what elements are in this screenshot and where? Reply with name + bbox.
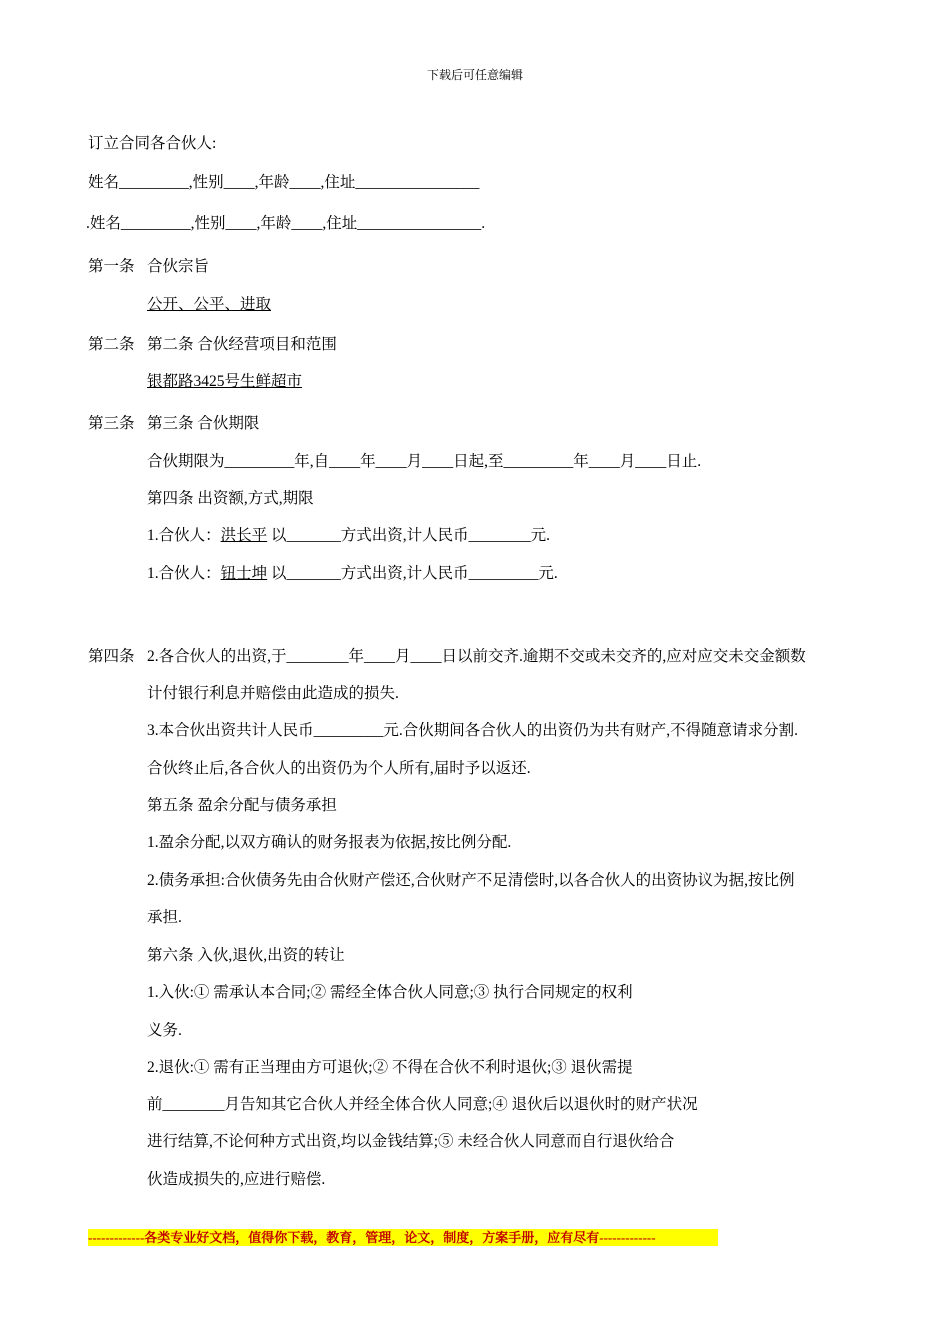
contribution-1-prefix: 1.合伙人： [147, 527, 221, 544]
contribution-2-name: 钮士坤 [220, 565, 268, 582]
article-5-line-1: 1.盈余分配,以双方确认的财务报表为依据,按比例分配. [147, 834, 512, 851]
article-6-title: 第六条 入伙,退伙,出资的转让 [147, 947, 345, 964]
article-4b-line-1: 2.各合伙人的出资,于________年____月____日以前交齐.逾期不交或未交齐的,应对应交未交金额数 [147, 648, 806, 665]
contribution-2-suffix: 以_______方式出资,计人民币_________元. [267, 565, 558, 582]
article-3-number: 第三条 [88, 415, 135, 432]
article-6-line-3: 2.退伙:① 需有正当理由方可退伙;② 不得在合伙不利时退伙;③ 退伙需提 [147, 1059, 633, 1076]
article-1-content: 公开、公平、进取 [147, 296, 272, 313]
contribution-2-prefix: 1.合伙人： [147, 565, 221, 582]
article-5-line-3: 承担. [147, 909, 182, 926]
article-5-title: 第五条 盈余分配与债务承担 [147, 797, 337, 814]
article-6-line-6: 伙造成损失的,应进行赔偿. [147, 1171, 326, 1188]
article-2-title: 第二条 合伙经营项目和范围 [147, 336, 337, 353]
article-4b-line-4: 合伙终止后,各合伙人的出资仍为个人所有,届时予以返还. [147, 760, 531, 777]
page-header: 下载后可任意编辑 [426, 68, 523, 82]
article-3-title: 第三条 合伙期限 [147, 415, 260, 432]
contribution-2 [147, 564, 558, 584]
article-4b-number: 第四条 [88, 648, 135, 665]
intro-line: 订立合同各合伙人: [88, 135, 217, 152]
article-6-line-2: 义务. [147, 1022, 182, 1039]
article-1-number: 第一条 [88, 258, 135, 275]
article-4b-line-3: 3.本合伙出资共计人民币_________元.合伙期间各合伙人的出资仍为共有财产,不得随意请求分割. [147, 722, 799, 739]
article-4-title: 第四条 出资额,方式,期限 [147, 490, 314, 507]
party-1-line: 姓名_________,性别____,年龄____,住址________________ [88, 174, 480, 191]
article-6-line-1: 1.入伙:① 需承认本合同;② 需经全体合伙人同意;③ 执行合同规定的权利 [147, 984, 633, 1001]
footer-banner: -------------各类专业好文档，值得你下载，教育，管理，论文，制度，方案手册，应有尽有------------- [88, 1229, 718, 1246]
article-4b-line-2: 计付银行利息并赔偿由此造成的损失. [147, 685, 399, 702]
article-5-line-2: 2.债务承担:合伙债务先由合伙财产偿还,合伙财产不足清偿时,以各合伙人的出资协议为据,按比例 [147, 872, 795, 889]
article-2-number: 第二条 [88, 336, 135, 353]
contribution-1 [147, 526, 550, 546]
article-2-content: 银都路3425号生鲜超市 [147, 373, 303, 390]
article-1-title: 合伙宗旨 [147, 258, 210, 275]
article-3-content: 合伙期限为_________年,自____年____月____日起,至_________年____月____日止. [147, 453, 702, 470]
article-6-line-5: 进行结算,不论何种方式出资,均以金钱结算;⑤ 未经合伙人同意而自行退伙给合 [147, 1133, 675, 1150]
party-2-line: .姓名_________,性别____,年龄____,住址________________. [86, 215, 486, 232]
contribution-1-suffix: 以_______方式出资,计人民币________元. [267, 527, 551, 544]
article-6-line-4: 前________月告知其它合伙人并经全体合伙人同意;④ 退伙后以退伙时的财产状况 [147, 1096, 698, 1113]
contribution-1-name: 洪长平 [220, 527, 268, 544]
